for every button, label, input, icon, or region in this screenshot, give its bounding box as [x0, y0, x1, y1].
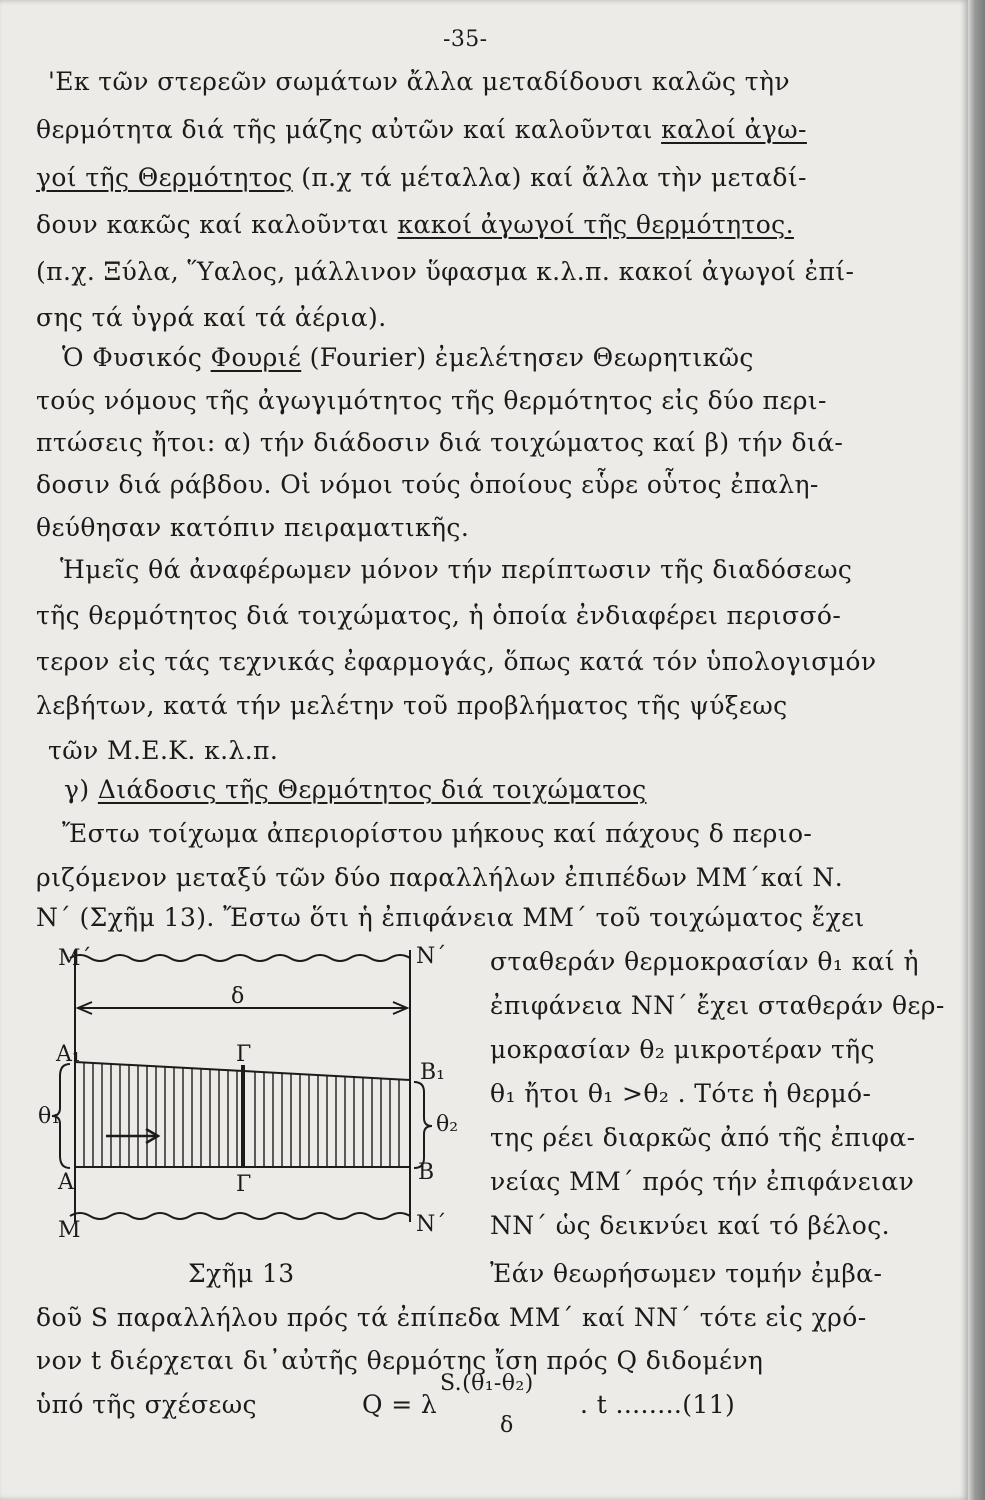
label-N-prime-bottom: N΄	[416, 1212, 447, 1237]
text-line: θ₁ ἤτοι θ₁ >θ₂ . Τότε ἡ θερμό-	[490, 1079, 872, 1108]
text-line: τῶν Μ.Ε.Κ. κ.λ.π.	[48, 736, 279, 765]
formula-lhs: Q = λ	[362, 1390, 438, 1419]
text-line: νείας ΜΜ΄ πρός τήν ἐπιφάνειαν	[490, 1167, 915, 1196]
label-gamma-top: Γ	[236, 1042, 252, 1067]
wall-bottom-edge	[70, 1213, 410, 1219]
section-heading: γ) Διάδοσις τῆς Θερμότητος διά τοιχώματος	[64, 775, 647, 804]
text-line: Ἡμεῖς θά ἀναφέρωμεν μόνον τήν περίπτωσιν τῆς διαδόσεως	[60, 555, 853, 584]
text-line: Ὁ Φυσικός Φουριέ (Fourier) ἐμελέτησεν Θεωρητικῶς	[62, 343, 754, 372]
formula-denominator: δ	[500, 1413, 514, 1438]
text-line: δοσιν διά ράβδου. Οἱ νόμοι τούς ὁποίους εὗρε οὗτος ἐπαλη-	[36, 470, 819, 499]
label-B1: B₁	[420, 1060, 445, 1085]
page-number: -35-	[443, 27, 488, 52]
text-line: Ἐάν θεωρήσωμεν τομήν ἐμβα-	[490, 1259, 883, 1288]
text-line: γοί τῆς Θερμότητος (π.χ τά μέταλλα) καί ἄλλα τὴν μεταδί-	[36, 163, 807, 192]
text-line: ΝΝ΄ ὡς δεικνύει καί τό βέλος.	[490, 1211, 890, 1240]
text-line: ριζόμενον μεταξύ τῶν δύο παραλλήλων ἐπιπέδων ΜΜ΄καί Ν.	[36, 863, 844, 892]
text-line: Ν΄ (Σχῆμ 13). Ἔστω ὅτι ἡ ἐπιφάνεια ΜΜ΄ τοῦ τοιχώματος ἔχει	[36, 903, 865, 932]
text-line: ἐπιφάνεια ΝΝ΄ ἔχει σταθεράν θερ-	[490, 991, 945, 1020]
label-delta: δ	[231, 984, 245, 1009]
text-line: τῆς θερμότητος διά τοιχώματος, ἡ ὁποία ἐνδιαφέρει περισσό-	[36, 601, 842, 630]
text-line: μοκρασίαν θ₂ μικροτέραν τῆς	[490, 1035, 875, 1064]
brace-right	[414, 1082, 432, 1168]
label-A1: A₁	[56, 1042, 81, 1067]
text-line: (π.χ. Ξύλα, Ὕαλος, μάλλινον ὕφασμα κ.λ.π. κακοί ἀγωγοί ἐπί-	[36, 257, 855, 286]
text-line: θεύθησαν κατόπιν πειραματικῆς.	[36, 513, 470, 542]
text-line: λεβήτων, κατά τήν μελέτην τοῦ προβλήματος τῆς ψύξεως	[36, 691, 788, 720]
formula-rhs: . t ........(11)	[580, 1390, 736, 1419]
text-line: σταθεράν θερμοκρασίαν θ₁ καί ἡ	[490, 947, 919, 976]
text-line: σης τά ὑγρά καί τά ἀέρια).	[36, 303, 387, 332]
text-line: θερμότητα διά τῆς μάζης αὐτῶν καί καλοῦνται καλοί ἀγω-	[36, 115, 807, 144]
label-N-prime: N΄	[416, 944, 447, 969]
text-line: της ρέει διαρκῶς ἀπό τῆς ἐπιφα-	[490, 1123, 916, 1152]
label-theta1: θ₁	[38, 1104, 61, 1129]
text-line: δοῦ S παραλλήλου πρός τά ἐπίπεδα ΜΜ΄ καί ΝΝ΄ τότε εἰς χρό-	[36, 1303, 867, 1332]
label-A: A	[58, 1170, 74, 1195]
wall-top-edge	[70, 955, 410, 961]
text-line: τούς νόμους τῆς ἀγωγιμότητος τῆς θερμότητος εἰς δύο περι-	[36, 386, 827, 415]
label-M-prime: M΄	[58, 946, 92, 971]
figure-caption: Σχῆμ 13	[188, 1259, 295, 1288]
text-line: δουν κακῶς καί καλοῦνται κακοί ἀγωγοί τῆς θερμότητος.	[36, 210, 794, 239]
text-line: 'Εκ τῶν στερεῶν σωμάτων ἄλλα μεταδίδουσι καλῶς τὴν	[48, 67, 790, 96]
text-line: πτώσεις ἤτοι: α) τήν διάδοσιν διά τοιχώματος καί β) τήν διά-	[36, 428, 844, 457]
label-gamma-bottom: Γ	[236, 1172, 252, 1197]
formula-numerator: S.(θ₁-θ₂)	[440, 1371, 534, 1396]
label-B: B	[418, 1160, 435, 1185]
text-line: ὑπό τῆς σχέσεως	[36, 1390, 257, 1419]
text-line: Ἔστω τοίχωμα ἀπεριορίστου μήκους καί πάχους δ περιο-	[62, 819, 813, 848]
text-line: νον t διέρχεται δι᾽αὐτῆς θερμότης ἴση πρός Q διδομένη	[36, 1346, 764, 1375]
text-line: τερον εἰς τάς τεχνικάς ἐφαρμογάς, ὅπως κατά τόν ὑπολογισμόν	[36, 647, 877, 676]
label-M: M	[58, 1218, 81, 1243]
label-theta2: θ₂	[436, 1112, 459, 1137]
